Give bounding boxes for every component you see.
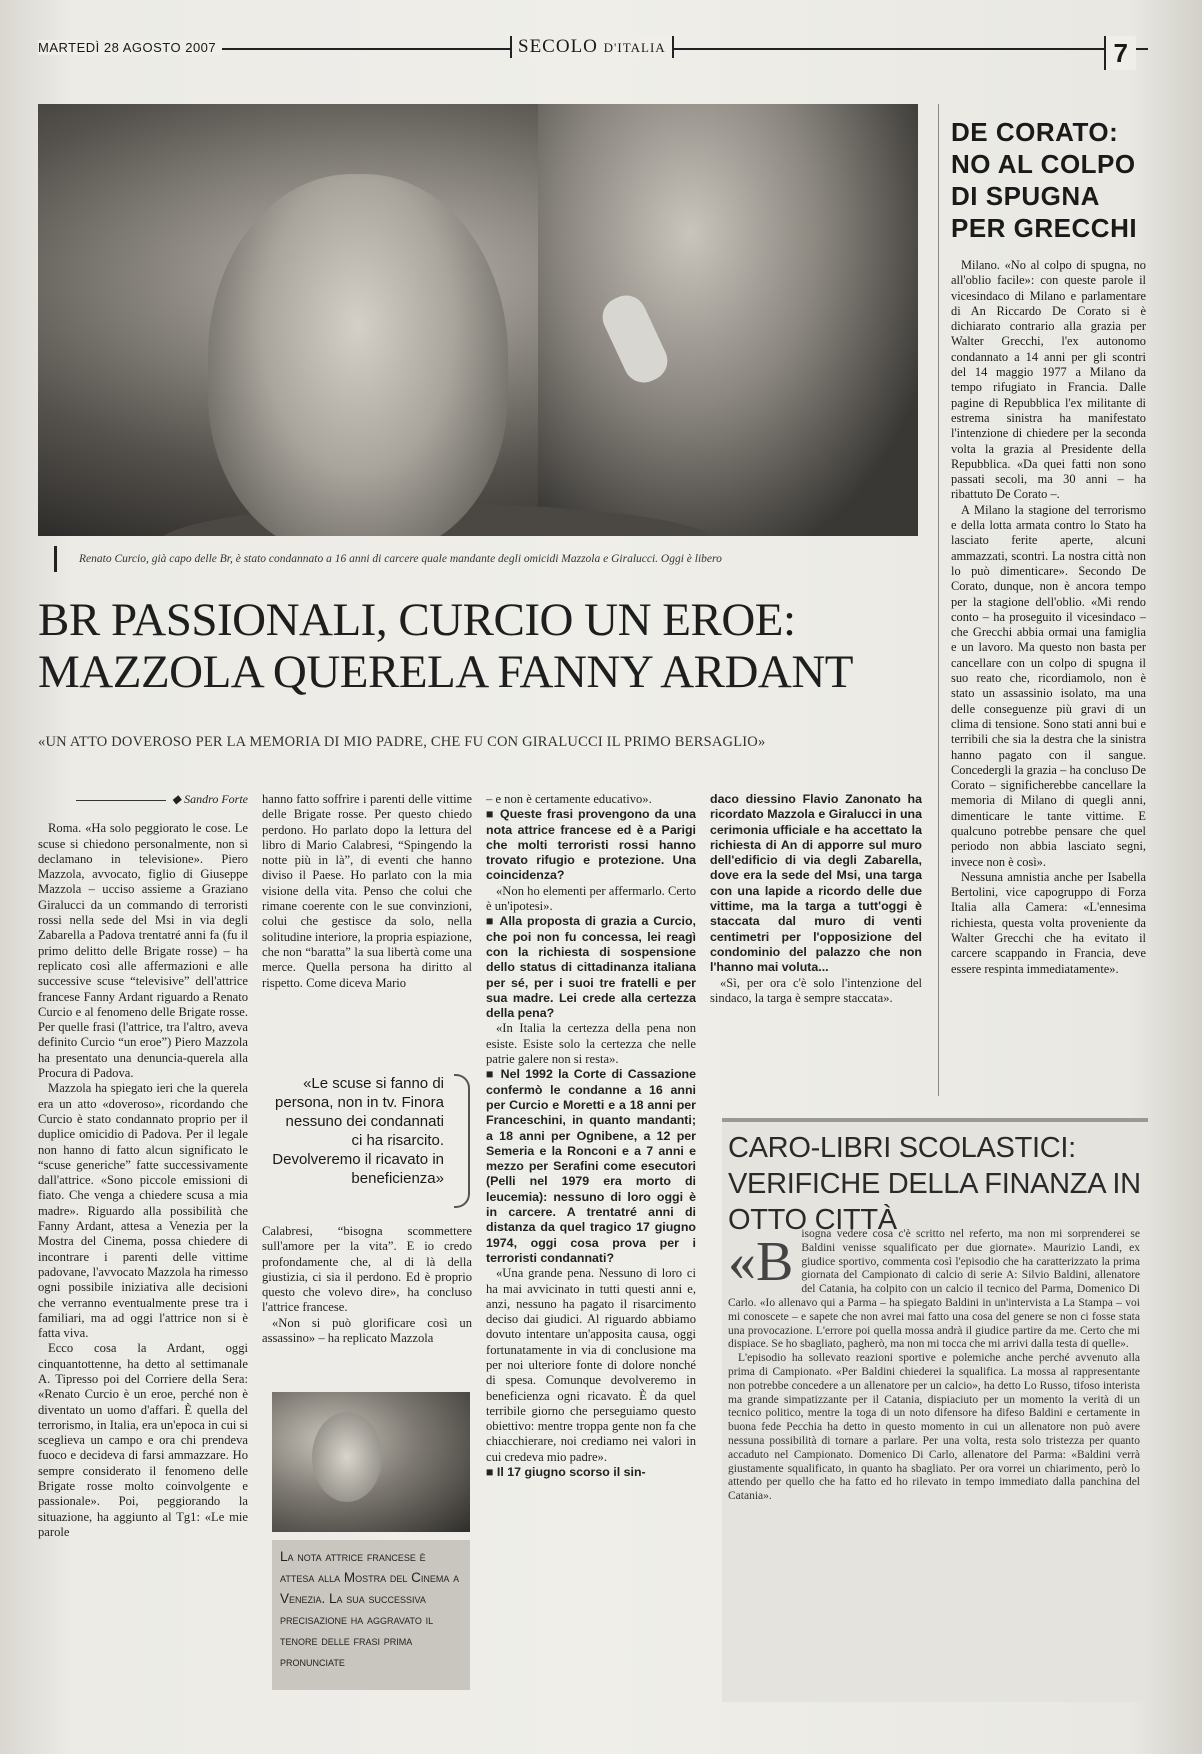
byline-diamond-icon: ◆ [171, 792, 185, 806]
interview-question: daco diessino Flavio Zanonato ha ricordato Mazzola e Giralucci in una cerimonia ufficiale e ha accettato la richiesta di An di apporre sul muro dell'edificio di via degli Zabarella, dove era la sede del Msi, una targa con una lapide a ricordo delle due vittime, ma la targa a tutt'oggi è staccata dal muro di venti centimetri per l'opposizione del condominio del palazzo che non l'hanno mai voluta... [710, 792, 922, 975]
headline-line-1: BR PASSIONALI, CURCIO UN EROE: [38, 594, 796, 646]
article-column-2-bottom [262, 1224, 472, 1384]
article-paragraph: «Non si può glorificare così un assassino» – ha replicato Mazzola [262, 1315, 472, 1346]
subhead: «UN ATTO DOVEROSO PER LA MEMORIA DI MIO PADRE, CHE FU CON GIRALUCCI IL PRIMO BERSAGLIO» [38, 734, 766, 750]
sidebar-paragraph: A Milano la stagione del terrorismo e della lotta armata contro lo Stato ha lasciato ferite aperte, alcuni ammazzati, scontri. La nostra città non lo può dimenticare». Secondo De Corato, dunque, non è ancora tempo per la stagione dell'oblio. «Mi rendo conto – ha proseguito il vicesindaco – che Grecchi abbia ormai una famiglia e un lavoro. Ma questo non basta per cancellare con un colpo di spugna il suo reato che, ricordiamolo, non è stato un assassinio isolato, ma una delle conseguenze più gravi di un clima di tensione. Sono stati anni bui e terribili che sia la destra che la sinistra hanno pagato con il sangue. Concedergli la grazia – ha concluso De Corato – significherebbe cancellare la memoria di Milano di quegli anni, dimenticare le tante vittime. E qualcuno potrebbe pensare che quel periodo non abbia lasciato segni, invece non è così». [951, 502, 1146, 869]
drop-cap: «B [728, 1231, 794, 1293]
byline [38, 792, 248, 807]
headline-line-2: MAZZOLA QUERELA FANNY ARDANT [38, 646, 854, 698]
interview-question: ■ Alla proposta di grazia a Curcio, che poi non fu concessa, lei reagì con la richiesta di sospensione dello status di cittadinanza italiana per sé, per i suoi tre fratelli e per sua madre. Lei crede alla certezza della pena? [486, 914, 696, 1021]
interview-answer: «Sì, per ora c'è solo l'intenzione del sindaco, la targa è sempre staccata». [710, 975, 922, 1005]
headline [38, 594, 918, 698]
caro-libri-body [728, 1228, 1140, 1698]
inset-photo [272, 1392, 470, 1532]
article-paragraph: hanno fatto soffrire i parenti delle vittime delle Brigate rosse. Per questo chiedo perdono. Ho parlato dopo la lettura del libro di Mario Calabresi, “Spingendo la notte più in là”, di eventi che hanno diviso il Paese. Ho parlato con la mia visione della vita. Penso che colui che rimane coerente con le sue convinzioni, colui che gestisce da solo, nella solitudine interiore, la propria espiazione, che non “baratta” la sua libertà come una merce. Quella persona ha diritto al rispetto. Come diceva Mario [262, 792, 472, 990]
article-paragraph: Ecco cosa la Ardant, oggi cinquantottenne, ha detto al settimanale A. Tipresso poi del Corriere della Sera: «Renato Curcio è un eroe, perché non è diventato un uomo d'affari. È quella del terrorismo, in Italia, era un'epoca in cui si sceglieva un campo e ora chi prendeva fuoco e decideva di farsi ammazzare. Ho sempre considerato il fenomeno delle Brigate rosse molto coinvolgente e passionale». Poi, peggiorando la situazione, ha aggiunto al Tg1: «Le mie parole [38, 1341, 248, 1539]
article-paragraph: Roma. «Ha solo peggiorato le cose. Le scuse si chiedono personalmente, non si declamano in televisione». Piero Mazzola, avvocato, figlio di Giuseppe Mazzola – ucciso assieme a Graziano Giralucci da un commando di terroristi rossi nella sede del Msi in via degli Zabarella a Padova trentatré anni fa (fu il primo delitto delle Brigate rosse) – ha replicato così alle affermazioni e alle successive scuse “televisive” dell'attrice francese Fanny Ardant riguardo a Renato Curcio e al fenomeno delle Brigate rosse. Per quelle frasi (l'attrice, tra l'altro, aveva definito Curcio “un eroe”) Piero Mazzola ha presentato una denuncia-querela alla Procura di Padova. [38, 821, 248, 1081]
article-paragraph: Mazzola ha spiegato ieri che la querela era un atto «doveroso», ricordando che Curcio è stato condannato proprio per il duplice omicidio di Padova. Per il legale non hanno di fatto alcun significato le “scuse generiche” fatte successivamente dall'attrice. «Sono piccole emissioni di fiato. Che venga a chiedere scusa a mia madre». Riguardo alla possibilità che Fanny Ardant, attesa a Venezia per la Mostra del Cinema, possa chiedere di incontrare i parenti delle vittime padovane, l'avvocato Mazzola ha rimesso ogni possibile iniziativa alle decisioni che verranno eventualmente prese tra i familiari, ma ad oggi l'attrice non si è fatta viva. [38, 1081, 248, 1341]
article-column-1 [38, 792, 248, 1692]
interview-question: ■ Queste frasi provengono da una nota attrice francese ed è a Parigi che molti terroristi rossi hanno trovato rifugio e protezione. Una coincidenza? [486, 807, 696, 883]
caro-libri-title: CARO-LIBRI SCOLASTICI: VERIFICHE DELLA FINANZA IN OTTO CITTÀ [728, 1132, 1141, 1236]
article-paragraph: Calabresi, “bisogna scommettere sull'amore per la vita”. E io credo profondamente che, al di là della giustizia, ci sia il perdono. Ed è proprio questo che volevo dire», ha concluso l'attrice francese. [262, 1224, 472, 1315]
byline-author: Sandro Forte [184, 792, 248, 806]
caro-libri-paragraph: L'episodio ha sollevato reazioni sportive e polemiche anche perché avvenuto alla prima di Campionato. «Per Baldini chiederei la squalifica. La mossa al rappresentante non potrebbe concedere a un allenatore per un calcio», ha detto Lo Russo, tifoso interista ma grande simpatizzante per il Catania, dispiaciuto per un momento la verità di un tecnico politico, mentre la toga di un noto difensore ha difeso Baldini e certamente in buona fede Pecchia ha detto in questo momento in cui un allenatore non può avere nessuna possibilità di tornare a parlare. Per una volta, resta solo tristezza per quanto accaduto nel Campionato. Domenico Di Carlo, allenatore del Parma: «Baldini verrà giustamente squalificato, in quanto ha sbagliato. Per ora vorrei un chiarimento, però lo attendo per quello che ha fatto ed ho rilevato in tempo immediato dalla panchina del Catania». [728, 1352, 1140, 1503]
photo-caption: Renato Curcio, già capo delle Br, è stato condannato a 16 anni di carcere quale mandante degli omicidi Mazzola e Giralucci. Oggi è libero [54, 546, 939, 572]
inset-photo-face [312, 1412, 382, 1502]
photo-background-figure [538, 104, 918, 536]
interview-question: ■ Nel 1992 la Corte di Cassazione confermò le condanne a 16 anni per Curcio e Moretti e a 18 anni per Franceschini, in quanto mandanti; a 18 anni per Ognibene, a 12 per Semeria e la Ronconi e a 7 anni e mezzo per Serafini come esecutori (Pelli nel 1979 era morto di leucemia): nessuno di loro oggi è in carcere. A trentatré anni di distanza da quel tragico 17 giugno 1974, oggi cosa prova per i terroristi condannati? [486, 1067, 696, 1265]
caro-libri-article [722, 1118, 1148, 1702]
inset-caption: La nota attrice francese è attesa alla Mostra del Cinema a Venezia. La sua successiva precisazione ha aggravato il tenore delle frasi prima pronunciate [272, 1540, 470, 1690]
page-number: 7 [1104, 36, 1136, 70]
interview-answer: «Non ho elementi per affermarlo. Certo è un'ipotesi». [486, 883, 696, 914]
page-header [38, 36, 1148, 76]
sidebar-paragraph: Nessuna amnistia anche per Isabella Bertolini, vice capogruppo di Forza Italia alla Camera: «L'ennesima richiesta, questa volta proveniente da Walter Grecchi che ha evitato il carcere scappando in Francia, deve essere respinta immediatamente». [951, 869, 1146, 976]
pull-quote-text: «Le scuse si fanno di persona, non in tv. Finora nessuno dei condannati ci ha risarcito. Devolveremo il ricavato in beneficienza» [272, 1075, 444, 1187]
masthead [510, 36, 674, 58]
sidebar-title: DE CORATO: NO AL COLPO DI SPUGNA PER GRECCHI [951, 117, 1138, 243]
masthead-suffix: D'ITALIA [603, 40, 666, 55]
caro-libri-paragraph: isogna vedere cosa c'è scritto nel referto, ma non mi sorprenderei se Baldini venisse squalificato per due giornate». Maurizio Landi, ex giudice sportivo, commenta così l'episodio che ha caratterizzato la prima giornata del Campionato di calcio di serie A: Silvio Baldini, allenatore del Catania, ha colpito con un calcio il tecnico del Parma, Domenico Di Carlo. «Io allenavo qui a Parma – ha spiegato Baldini in un'intervista a La Stampa – voi mi conoscete – e sapete che non avrei mai fatto una cosa del genere se non ci fosse stata una provocazione. L'errore poi quella mossa andrà il giudice partire da me. Certo che mi dispiace. Se ho sbagliato, pagherò, ma non mi tocca che mi arrivi dalla testa di quelle». [728, 1228, 1140, 1351]
pull-quote-brace [454, 1074, 470, 1208]
pull-quote [272, 1074, 444, 1188]
photo-face [208, 174, 508, 536]
article-column-2-top [262, 792, 472, 1060]
interview-answer: «In Italia la certezza della pena non esiste. Esiste solo la certezza che nelle patrie galere non si resta». [486, 1021, 696, 1067]
article-column-4 [710, 792, 922, 1092]
masthead-title: SECOLO [518, 36, 598, 57]
article-column-3 [486, 792, 696, 1712]
interview-answer: «Una grande pena. Nessuno di loro ci ha mai avvicinato in tutti questi anni e, anzi, nessuno ha pagato il risarcimento deciso dai giudici. Al riguardo abbiamo dovuto intentare un'apposita causa, oggi fortunatamente in via di conclusione ma per noi ulteriore fonte di dolore nonché di spesa. Comunque devolveremo in beneficienza ogni ricavato. È da quel terribile giorno che perseguiamo questo obiettivo: mentre troppa gente non fa che chiacchierare, noi crediamo nei valori in cui credeva mio padre». [486, 1266, 696, 1464]
sidebar-article [938, 104, 1146, 1096]
interview-question: ■ Il 17 giugno scorso il sin- [486, 1465, 646, 1480]
sidebar-body [951, 258, 1146, 1068]
issue-date: MARTEDÌ 28 AGOSTO 2007 [38, 40, 222, 55]
article-paragraph: – e non è certamente educativo». [486, 792, 652, 806]
main-photo [38, 104, 918, 536]
sidebar-paragraph: Milano. «No al colpo di spugna, no all'oblio facile»: con queste parole il vicesindaco di Milano e parlamentare di An Riccardo De Corato si è dichiarato contrario alla grazia per Walter Grecchi, l'ex autonomo condannato a 14 anni per gli scontri del 14 maggio 1977 a Milano da tempo rifugiato in Francia. Dalle pagine di Repubblica l'ex militante di estrema sinistra ha manifestato l'intenzione di chiedere per la seconda volta la grazia al Presidente della Repubblica. «Da quei fatti non sono passati secoli, ma 30 anni – ha ribattuto De Corato –. [951, 258, 1146, 502]
